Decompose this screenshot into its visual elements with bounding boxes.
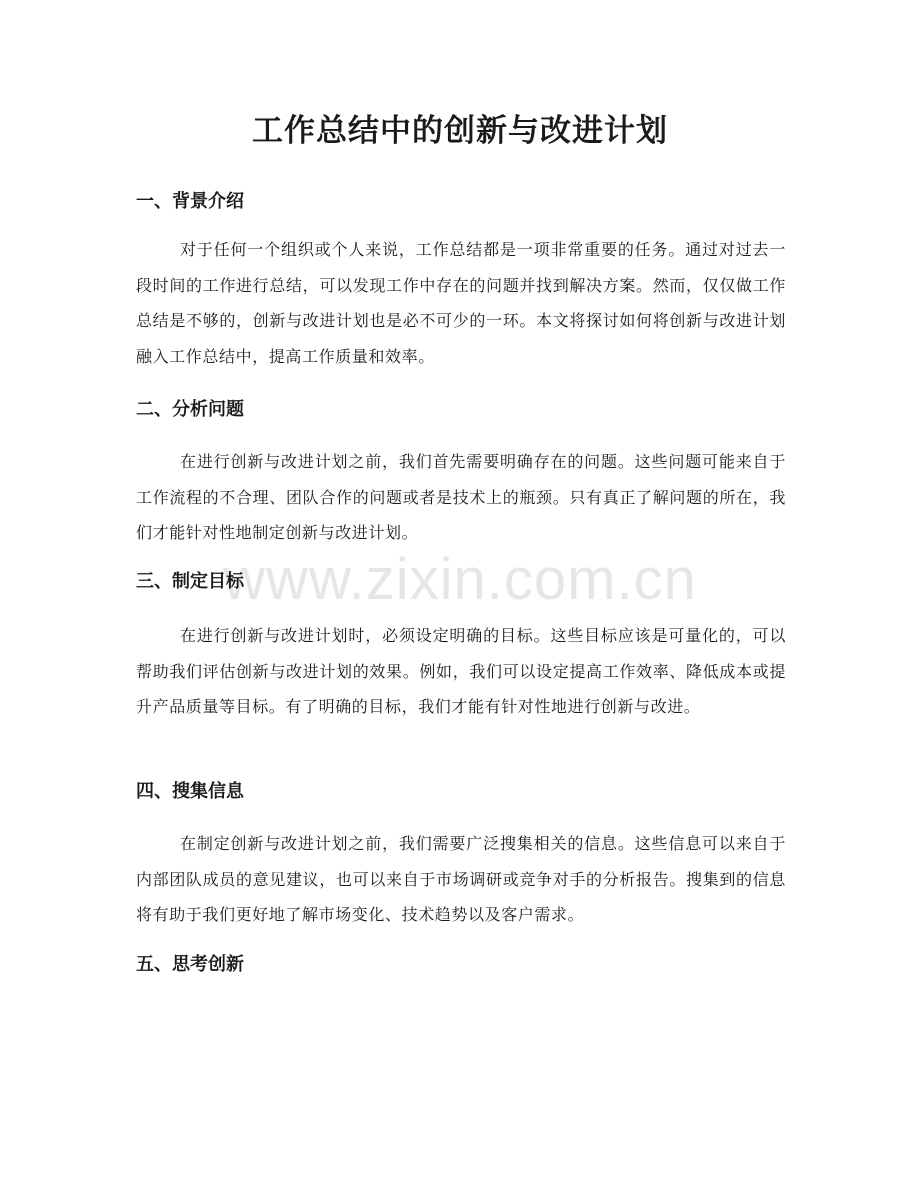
section-paragraph-set-goals: 在进行创新与改进计划时，必须设定明确的目标。这些目标应该是可量化的，可以帮助我们评估创新与改进计划的效果。例如，我们可以设定提高工作效率、降低成本或提升产品质量等目标。有了明确的目标，我们才能有针对性地进行创新与改进。 <box>136 626 786 716</box>
section-heading-think-innovation: 五、思考创新 <box>136 954 244 975</box>
section-paragraph-background: 对于任何一个组织或个人来说，工作总结都是一项非常重要的任务。通过对过去一段时间的工作进行总结，可以发现工作中存在的问题并找到解决方案。然而，仅仅做工作总结是不够的，创新与改进计划也是必不可少的一环。本文将探讨如何将创新与改进计划融入工作总结中，提高工作质量和效率。 <box>136 240 786 366</box>
section-heading-set-goals: 三、制定目标 <box>136 571 244 592</box>
section-heading-analyze-problems: 二、分析问题 <box>136 399 244 420</box>
section-paragraph-analyze-problems: 在进行创新与改进计划之前，我们首先需要明确存在的问题。这些问题可能来自于工作流程的不合理、团队合作的问题或者是技术上的瓶颈。只有真正了解问题的所在，我们才能针对性地制定创新与改进计划。 <box>136 452 786 542</box>
watermark: www.zixin.com.cn <box>223 547 697 612</box>
section-heading-background: 一、背景介绍 <box>136 191 244 212</box>
document-title: 工作总结中的创新与改进计划 <box>252 113 668 149</box>
section-paragraph-collect-info: 在制定创新与改进计划之前，我们需要广泛搜集相关的信息。这些信息可以来自于内部团队成员的意见建议，也可以来自于市场调研或竞争对手的分析报告。搜集到的信息将有助于我们更好地了解市场变化、技术趋势以及客户需求。 <box>136 834 786 924</box>
section-heading-collect-info: 四、搜集信息 <box>136 781 244 802</box>
